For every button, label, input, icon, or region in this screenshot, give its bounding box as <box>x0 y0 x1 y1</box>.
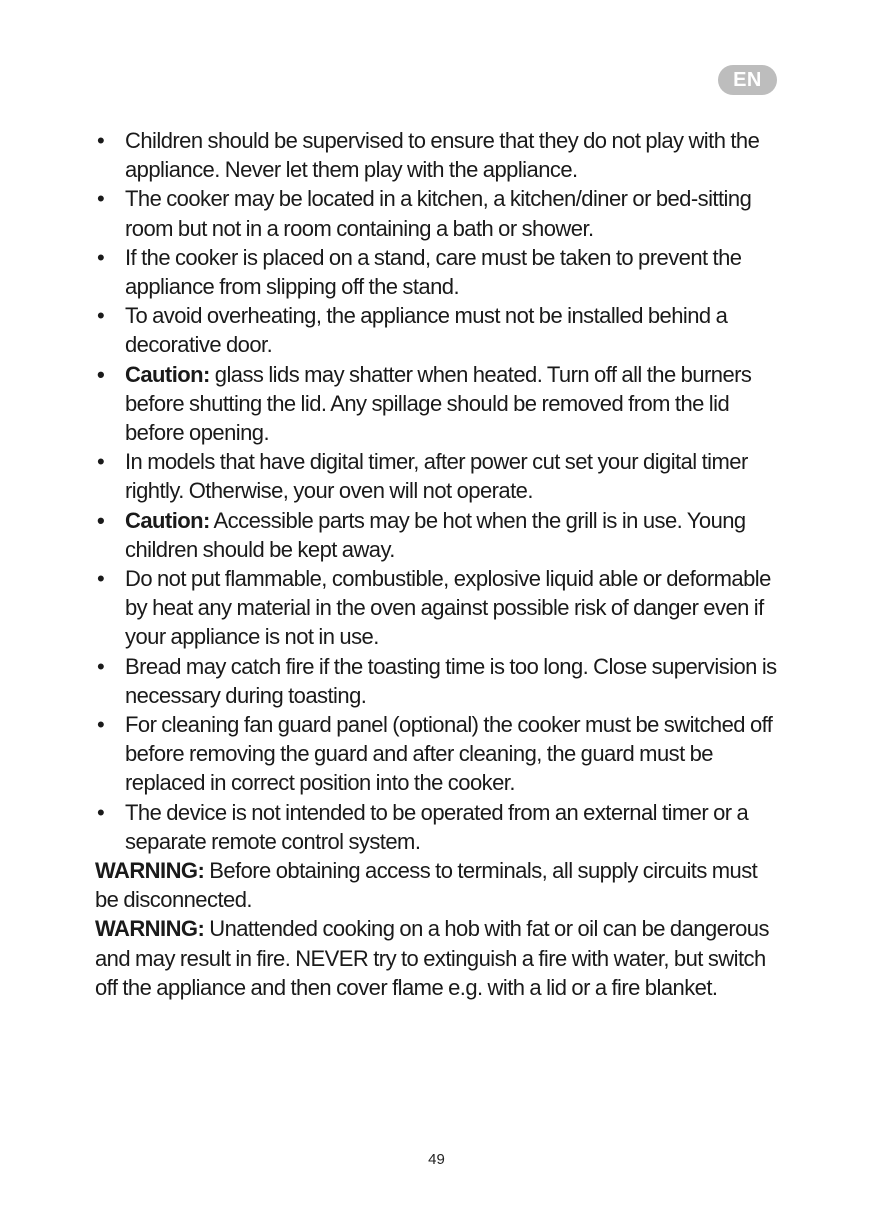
bullet-item <box>95 126 785 184</box>
warning-label: WARNING: <box>95 916 205 942</box>
bullet-item <box>95 184 785 242</box>
caution-label: Caution: <box>125 361 210 387</box>
language-badge: EN <box>718 65 777 95</box>
caution-bullet-item <box>95 360 785 448</box>
warning-paragraph <box>95 914 785 1002</box>
bullet-text: Bread may catch fire if the toasting time is too long. Close supervision is necessary during toasting. <box>125 653 777 708</box>
warning-text: Unattended cooking on a hob with fat or oil can be dangerous and may result in fire. NEVER try to extinguish a fire with water, but switch off the appliance and then cover flame e.g. with a lid or a fire blanket. <box>95 916 769 1000</box>
bullet-item <box>95 564 785 652</box>
safety-bullet-list <box>95 126 785 856</box>
bullet-text: Accessible parts may be hot when the grill is in use. Young children should be kept away. <box>125 507 746 562</box>
bullet-item <box>95 652 785 710</box>
bullet-text: Do not put flammable, combustible, explosive liquid able or deformable by heat any material in the oven against possible risk of danger even if your appliance is not in use. <box>125 566 771 650</box>
bullet-item <box>95 447 785 505</box>
caution-bullet-item <box>95 506 785 564</box>
warnings-section <box>95 856 785 1002</box>
bullet-text: If the cooker is placed on a stand, care must be taken to prevent the appliance from slipping off the stand. <box>125 244 742 300</box>
bullet-item <box>95 710 785 798</box>
bullet-text: The device is not intended to be operated from an external timer or a separate remote control system. <box>125 799 749 854</box>
warning-paragraph <box>95 856 785 914</box>
bullet-text: To avoid overheating, the appliance must not be installed behind a decorative door. <box>125 303 728 358</box>
bullet-text: The cooker may be located in a kitchen, a kitchen/diner or bed-sitting room but not in a room containing a bath or shower. <box>125 186 752 241</box>
bullet-text: glass lids may shatter when heated. Turn off all the burners before shutting the lid. Any spillage should be removed from the lid before opening. <box>125 361 752 446</box>
page-number: 49 <box>428 1151 445 1168</box>
caution-label: Caution: <box>125 507 210 533</box>
bullet-text: Children should be supervised to ensure that they do not play with the appliance. Never let them play with the appliance. <box>125 128 760 183</box>
safety-instructions <box>95 126 785 1002</box>
bullet-item <box>95 243 785 301</box>
bullet-text: For cleaning fan guard panel (optional) the cooker must be switched off before removing the guard and after cleaning, the guard must be replaced in correct position into the cooker. <box>125 712 773 796</box>
bullet-item <box>95 798 785 856</box>
warning-text: Before obtaining access to terminals, all supply circuits must be disconnected. <box>95 858 758 913</box>
bullet-text: In models that have digital timer, after power cut set your digital timer rightly. Otherwise, your oven will not operate. <box>125 449 748 504</box>
warning-label: WARNING: <box>95 858 205 884</box>
bullet-item <box>95 301 785 359</box>
